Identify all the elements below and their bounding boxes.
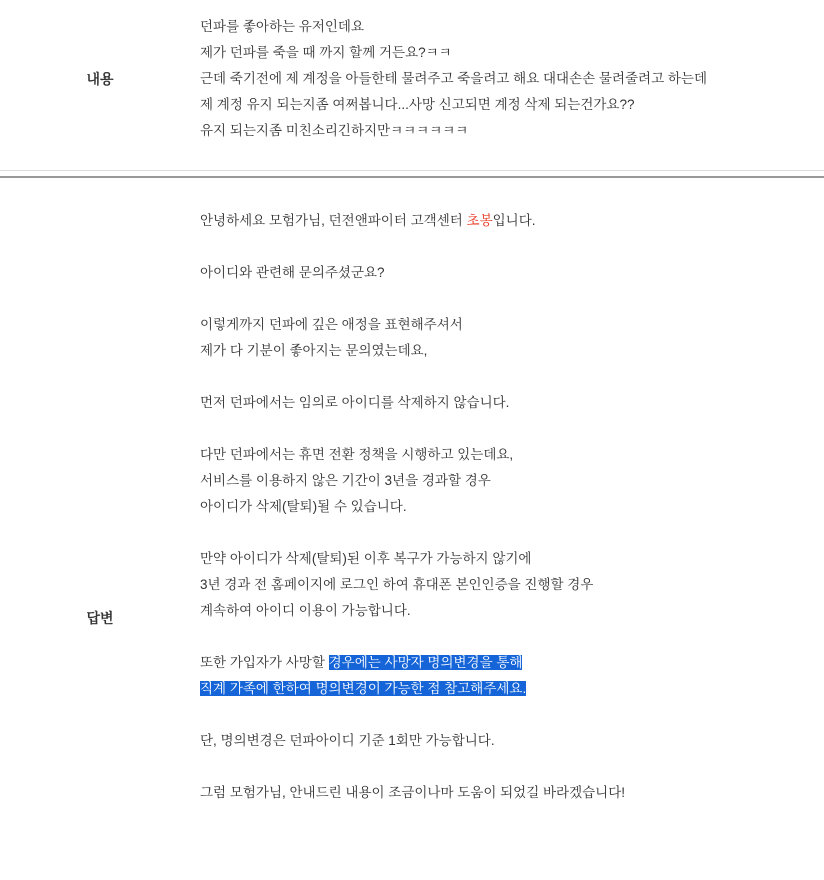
- question-line: 근데 죽기전에 제 계정을 아들한테 물려주고 죽을려고 해요 대대손손 물려줄려고 하는데: [200, 71, 707, 86]
- spacer: [200, 754, 810, 780]
- answer-line: 이렇게까지 던파에 깊은 애정을 표현해주셔서: [200, 317, 463, 332]
- spacer: [200, 416, 810, 442]
- spacer: [200, 286, 810, 312]
- spacer: [200, 364, 810, 390]
- answer-line: 만약 아이디가 삭제(탈퇴)된 이후 복구가 가능하지 않기에: [200, 551, 532, 566]
- answer-selected-line: [200, 650, 810, 676]
- question-line: 던파를 좋아하는 유저인데요: [200, 19, 364, 34]
- greeting-prefix: 안녕하세요 모험가님, 던전앤파이터 고객센터: [200, 213, 467, 228]
- answer-line: 단, 명의변경은 던파아이디 기준 1회만 가능합니다.: [200, 733, 495, 748]
- answer-line: 먼저 던파에서는 임의로 아이디를 삭제하지 않습니다.: [200, 395, 510, 410]
- answer-line: 아이디와 관련해 문의주셨군요?: [200, 265, 385, 280]
- answer-section: [0, 178, 824, 806]
- answer-line: 다만 던파에서는 휴면 전환 정책을 시행하고 있는데요,: [200, 447, 514, 462]
- answer-line: 아이디가 삭제(탈퇴)될 수 있습니다.: [200, 499, 407, 514]
- selected-line-prefix: 또한 가입자가 사망할: [200, 655, 329, 670]
- question-line: 제가 던파를 죽을 때 까지 할께 거든요?ㅋㅋ: [200, 45, 452, 60]
- answer-line: 3년 경과 전 홈페이지에 로그인 하여 휴대폰 본인인증을 진행할 경우: [200, 577, 594, 592]
- spacer: [200, 702, 810, 728]
- answer-selected-line: [200, 676, 810, 702]
- answer-body: [200, 208, 824, 806]
- answer-label: 답변: [86, 610, 114, 626]
- question-body: [200, 14, 824, 144]
- answer-line: 서비스를 이용하지 않은 기간이 3년을 경과할 경우: [200, 473, 491, 488]
- spacer: [200, 520, 810, 546]
- question-label: 내용: [86, 71, 114, 87]
- question-line: 제 계정 유지 되는지좀 여쩌봅니다...사망 신고되면 계정 삭제 되는건가요??: [200, 97, 635, 112]
- text-selection-highlight[interactable]: 직계 가족에 한하여 명의변경이 가능한 점 참고해주세요.: [200, 681, 527, 696]
- question-section: [0, 0, 824, 170]
- answer-greeting-line: [200, 208, 810, 234]
- greeting-suffix: 입니다.: [492, 213, 536, 228]
- answer-line: 제가 다 기분이 좋아지는 문의였는데요,: [200, 343, 428, 358]
- text-selection-highlight[interactable]: 경우에는 사망자 명의변경을 통해: [328, 655, 523, 670]
- agent-name: 초봉: [466, 213, 493, 228]
- spacer: [200, 624, 810, 650]
- question-line: 유지 되는지좀 미친소리긴하지만ㅋㅋㅋㅋㅋㅋ: [200, 123, 469, 138]
- answer-line: 계속하여 아이디 이용이 가능합니다.: [200, 603, 411, 618]
- spacer: [200, 234, 810, 260]
- answer-line: 그럼 모험가님, 안내드린 내용이 조금이나마 도움이 되었길 바라겠습니다!: [200, 785, 625, 800]
